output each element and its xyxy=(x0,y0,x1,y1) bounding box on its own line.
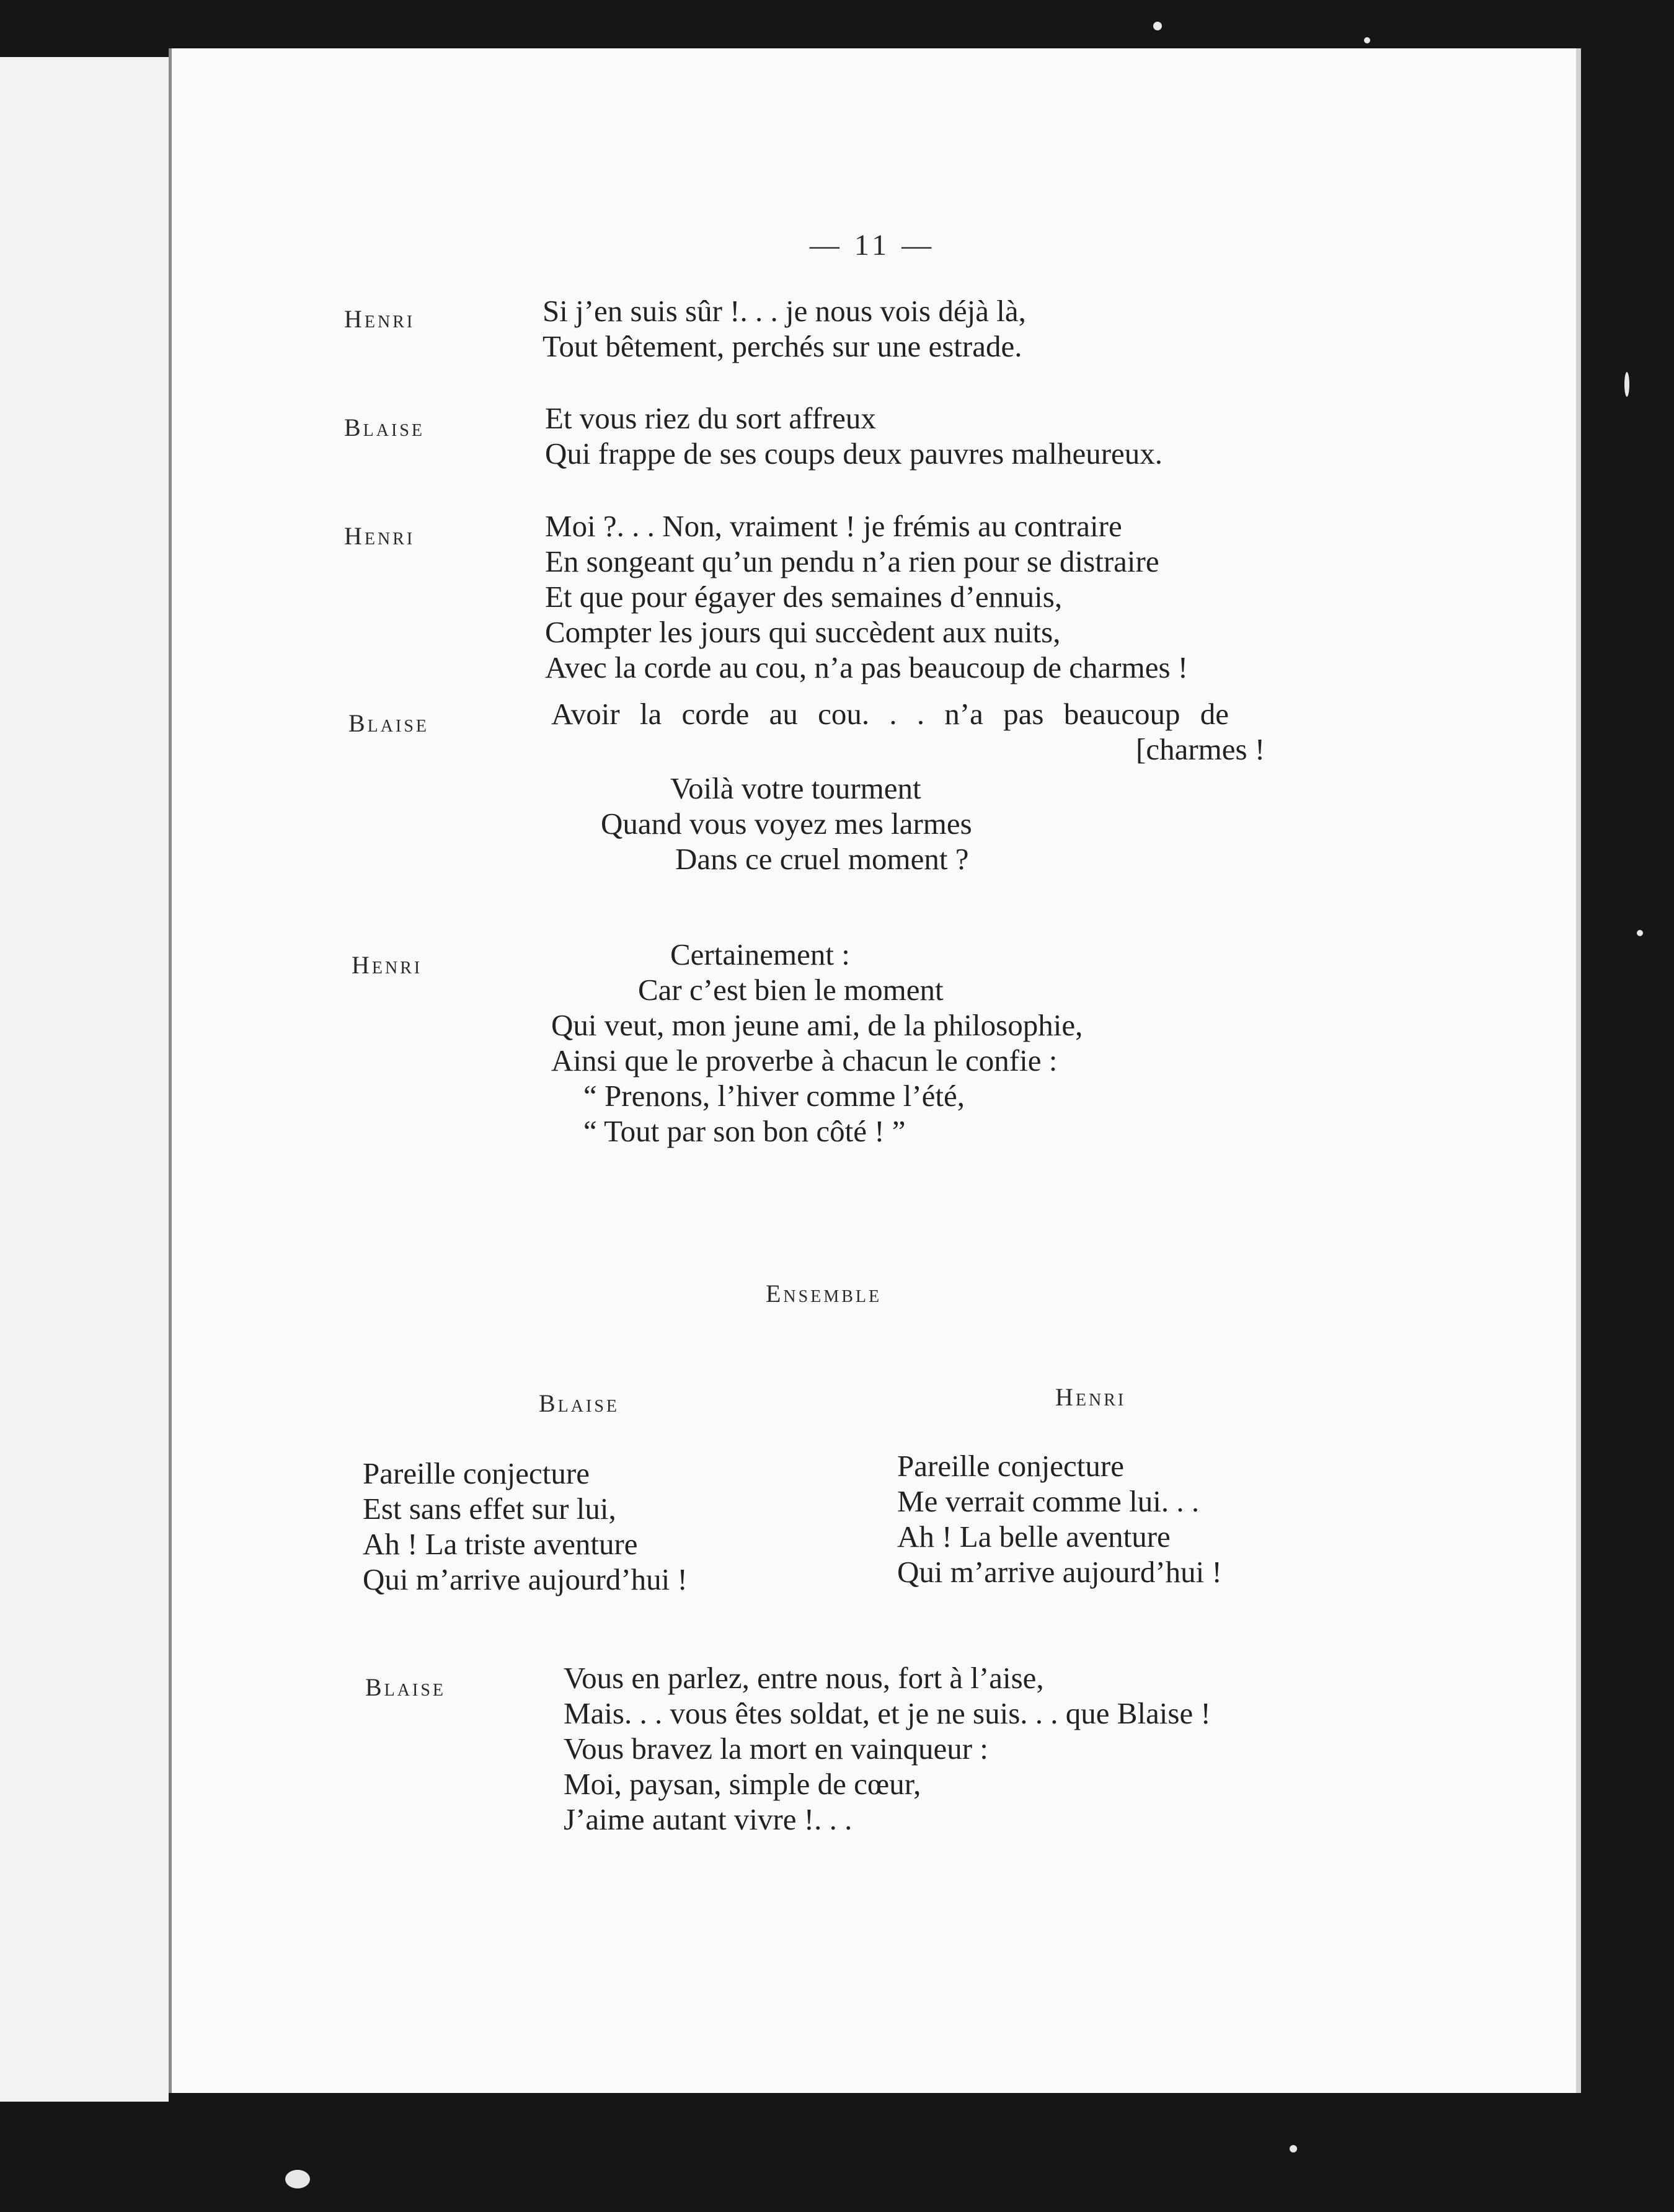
verse-line: Car c’est bien le moment xyxy=(638,973,944,1007)
verse-line: Avoir la corde au cou. . . n’a pas beaucoup de xyxy=(551,697,1229,731)
scan-speck xyxy=(1624,372,1629,397)
scan-speck xyxy=(285,2170,310,2188)
scan-speck xyxy=(1364,37,1370,43)
verse-block-left xyxy=(363,1456,688,1597)
verse-block xyxy=(545,508,1188,685)
speaker-name: Blaise xyxy=(539,1389,620,1417)
book-page xyxy=(169,48,1581,2093)
speaker-name: Henri xyxy=(1055,1383,1127,1411)
verse-line: En songeant qu’un pendu n’a rien pour se distraire xyxy=(545,544,1159,578)
verse-line: Mais. . . vous êtes soldat, et je ne suis. . . que Blaise ! xyxy=(564,1696,1211,1730)
verse-line: Qui m’arrive aujourd’hui ! xyxy=(897,1555,1222,1589)
verse-line: Moi ?. . . Non, vraiment ! je frémis au contraire xyxy=(545,509,1122,543)
verse-block xyxy=(564,1660,1211,1837)
verse-block xyxy=(542,293,1026,364)
verse-line: Est sans effet sur lui, xyxy=(363,1492,616,1526)
verse-line: Ah ! La belle aventure xyxy=(897,1520,1171,1554)
page-number: — 11 — xyxy=(809,229,936,262)
verse-block xyxy=(601,771,972,877)
verse-line: Quand vous voyez mes larmes xyxy=(601,807,972,841)
scan-speck xyxy=(1637,930,1643,936)
verse-line: “ Prenons, l’hiver comme l’été, xyxy=(583,1079,965,1113)
verse-line: Vous en parlez, entre nous, fort à l’aise, xyxy=(564,1661,1044,1695)
verse-line: Avec la corde au cou, n’a pas beaucoup de charmes ! xyxy=(545,650,1189,684)
verse-line: Certainement : xyxy=(670,937,850,971)
verse-line: Tout bêtement, perchés sur une estrade. xyxy=(542,329,1022,363)
speaker-name: Henri xyxy=(344,305,415,333)
verse-line: Qui m’arrive aujourd’hui ! xyxy=(363,1562,688,1596)
facing-page-edge xyxy=(0,57,169,2102)
verse-line: Vous bravez la mort en vainqueur : xyxy=(564,1732,988,1766)
verse-line: Ainsi que le proverbe à chacun le confie : xyxy=(551,1043,1058,1077)
verse-line: Qui veut, mon jeune ami, de la philosophie, xyxy=(551,1008,1083,1042)
scan-speck xyxy=(1153,22,1162,30)
verse-line: Moi, paysan, simple de cœur, xyxy=(564,1767,921,1801)
verse-line: Pareille conjecture xyxy=(363,1456,590,1490)
section-heading: Ensemble xyxy=(766,1280,882,1307)
verse-block xyxy=(551,937,1083,1149)
verse-line: Ah ! La triste aventure xyxy=(363,1527,638,1561)
speaker-name: Blaise xyxy=(365,1673,446,1701)
verse-line: Et que pour égayer des semaines d’ennuis, xyxy=(545,580,1063,614)
verse-line: Me verrait comme lui. . . xyxy=(897,1484,1200,1518)
speaker-name: Blaise xyxy=(348,709,430,737)
verse-block-right xyxy=(897,1448,1222,1590)
scan-speck xyxy=(1290,2145,1297,2152)
verse-line: Dans ce cruel moment ? xyxy=(675,842,969,876)
speaker-name: Henri xyxy=(344,522,415,550)
verse-continuation: [charmes ! xyxy=(1136,732,1265,766)
verse-line: Compter les jours qui succèdent aux nuits, xyxy=(545,615,1061,649)
verse-block xyxy=(545,400,1162,471)
verse-line: Si j’en suis sûr !. . . je nous vois déjà là, xyxy=(542,294,1026,328)
speaker-name: Henri xyxy=(352,951,423,979)
speaker-name: Blaise xyxy=(344,414,425,441)
verse-line: Pareille conjecture xyxy=(897,1449,1124,1483)
verse-line: “ Tout par son bon côté ! ” xyxy=(583,1114,906,1148)
verse-line: J’aime autant vivre !. . . xyxy=(564,1802,852,1836)
verse-line: Voilà votre tourment xyxy=(670,771,921,805)
verse-line: Et vous riez du sort affreux xyxy=(545,401,876,435)
verse-line: Qui frappe de ses coups deux pauvres malheureux. xyxy=(545,436,1163,471)
